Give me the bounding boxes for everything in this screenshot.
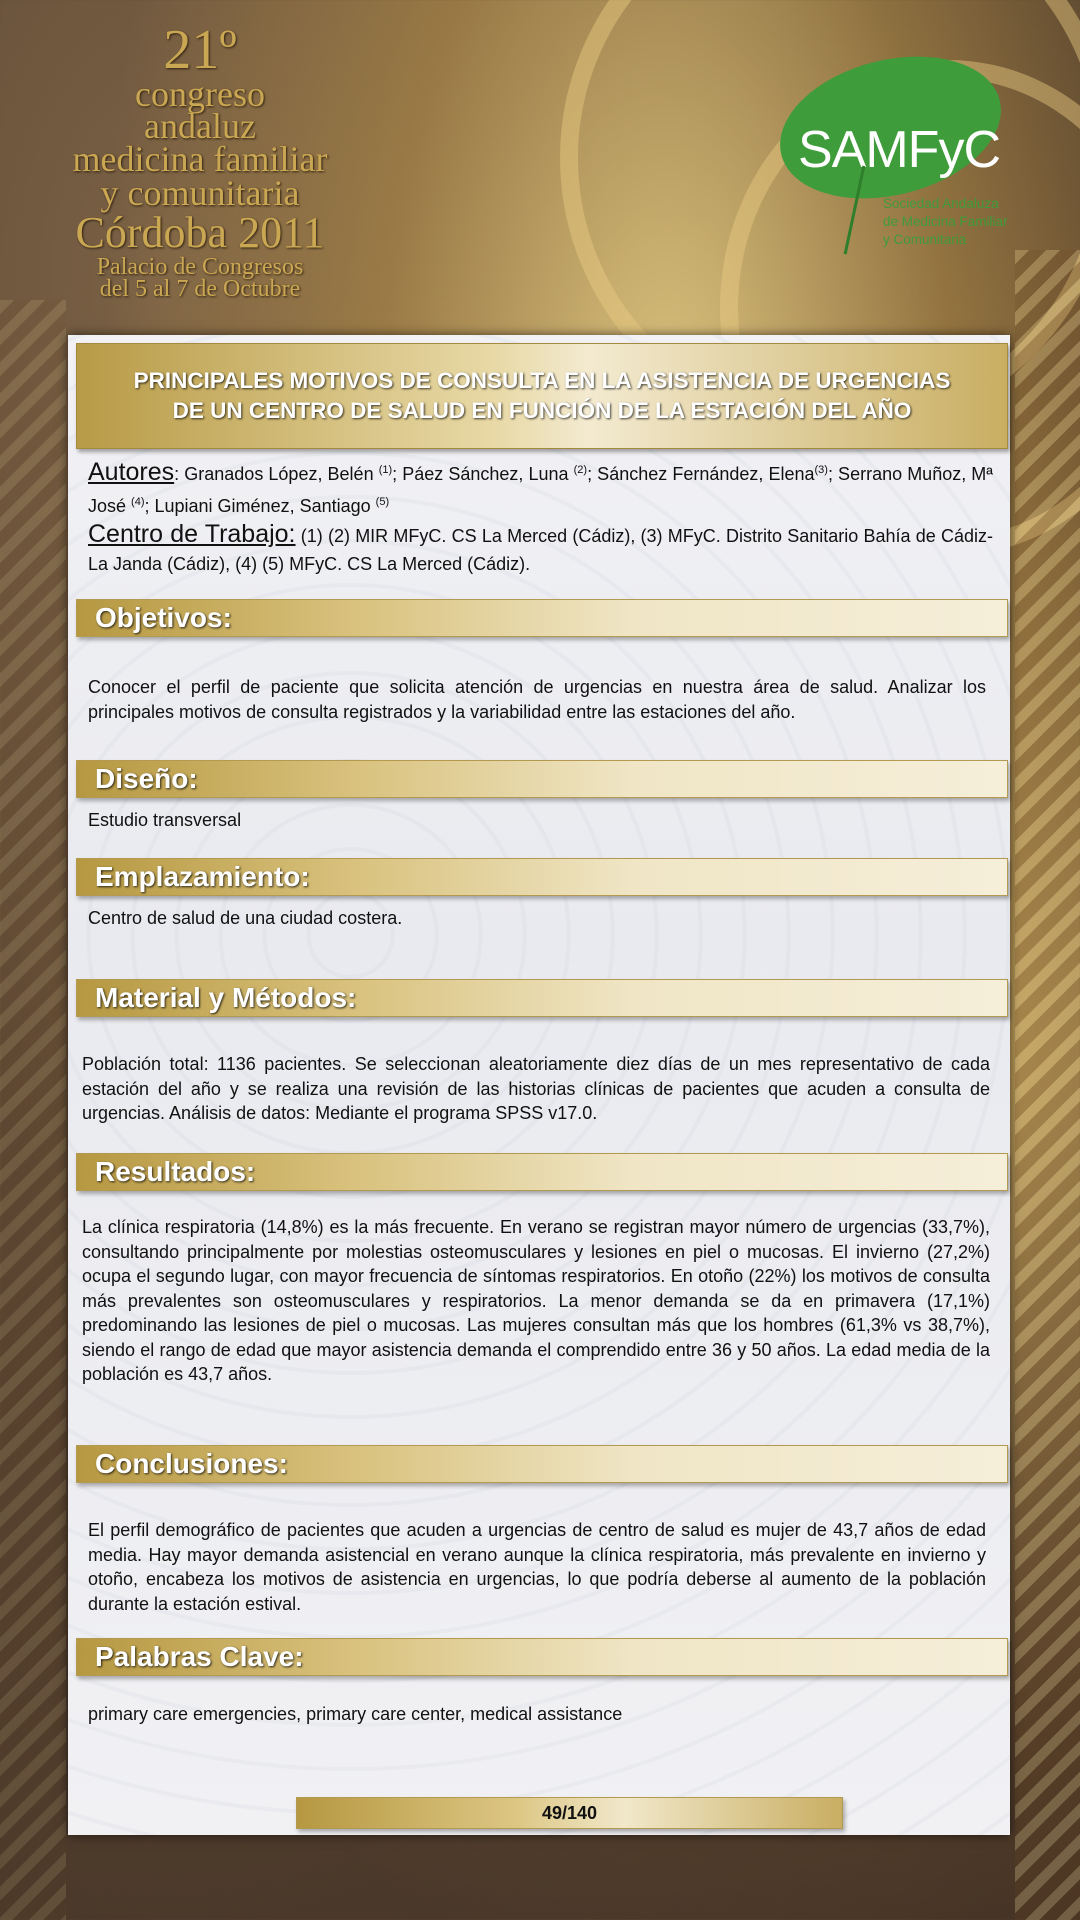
title-box bbox=[76, 343, 1008, 449]
author: ; Sánchez Fernández, Elena bbox=[587, 464, 815, 484]
congress-line: andaluz bbox=[144, 106, 256, 146]
section-heading: Palabras Clave: bbox=[95, 1641, 304, 1672]
congress-heading bbox=[15, 19, 385, 302]
author: ; Lupiani Giménez, Santiago bbox=[144, 496, 371, 516]
samfyc-logo bbox=[778, 60, 1008, 260]
section-text-objetivos: Conocer el perfil de paciente que solicita atención de urgencias en nuestra área de salud. Analizar los principales motivos de consulta registrados y la variabilidad entre las estaciones del año. bbox=[88, 677, 986, 722]
author-ref: (2) bbox=[573, 464, 588, 476]
logo-tagline-line: de Medicina Familiar bbox=[883, 214, 1008, 229]
author-ref: (1) bbox=[378, 464, 393, 476]
section-heading: Resultados: bbox=[95, 1156, 256, 1187]
section-header-emplazamiento bbox=[76, 858, 1008, 896]
section-header-palabras-clave bbox=[76, 1638, 1008, 1676]
logo-tagline-line: Sociedad Andaluza bbox=[883, 196, 999, 211]
section-header-objetivos bbox=[76, 599, 1008, 637]
section-header-material bbox=[76, 979, 1008, 1017]
section-text-material: Población total: 1136 pacientes. Se seleccionan aleatoriamente diez días de un mes representativo de cada estación del año y se realiza una revisión de las historias clínicas de pacientes que acuden a consulta de urgencias. Análisis de datos: Mediante el programa SPSS v17.0. bbox=[82, 1054, 990, 1123]
workplace-label: Centro de Trabajo: bbox=[88, 520, 296, 548]
congress-dates: del 5 al 7 de Octubre bbox=[99, 276, 301, 302]
section-heading: Diseño: bbox=[95, 763, 198, 794]
section-text-emplazamiento: Centro de salud de una ciudad costera. bbox=[88, 908, 403, 928]
congress-line: medicina familiar bbox=[72, 139, 328, 179]
section-heading: Objetivos: bbox=[95, 602, 232, 633]
background-pattern-decoration bbox=[0, 300, 66, 1920]
logo-name: SAMFyC bbox=[798, 121, 1000, 179]
authors-label: Autores bbox=[88, 458, 175, 486]
section-text-diseno: Estudio transversal bbox=[88, 810, 242, 830]
author: ; Páez Sánchez, Luna bbox=[392, 464, 569, 484]
logo-tagline-line: y Comunitaria bbox=[883, 232, 967, 247]
section-heading: Emplazamiento: bbox=[95, 861, 310, 892]
congress-city-year: Córdoba 2011 bbox=[75, 208, 325, 257]
section-text-resultados: La clínica respiratoria (14,8%) es la más frecuente. En verano se registran mayor número de urgencias (33,7%), consultando principalmente por molestias osteomusculares y lesiones en piel o mucosas. El invierno (27,2%) ocupa el segundo lugar, con mayor frecuencia de síntomas respiratorios. En otoño (22%) los motivos de consulta más prevalentes son osteomusculares y respiratorios. La menor demanda se da en primavera (17,1%) predominando las lesiones de piel o mucosas. Las mujeres consultan más que los hombres (61,3% vs 38,7%), siendo el rango de edad que mayor asistencia demanda el comprendido entre 36 y 50 años. La edad media de la población es 43,7 años. bbox=[82, 1217, 990, 1384]
background-pattern-decoration bbox=[1015, 250, 1080, 1920]
section-header-diseno bbox=[76, 760, 1008, 798]
author: ; Serrano Muñoz, Mª José bbox=[88, 464, 993, 516]
author: Granados López, Belén bbox=[184, 464, 374, 484]
congress-number: 21º bbox=[163, 19, 237, 81]
section-heading: Material y Métodos: bbox=[95, 982, 357, 1013]
author-ref: (4) bbox=[131, 496, 145, 508]
congress-venue: Palacio de Congresos bbox=[96, 254, 304, 280]
section-header-resultados bbox=[76, 1153, 1008, 1191]
section-text-conclusiones: El perfil demográfico de pacientes que acuden a urgencias de centro de salud es mujer de 43,7 años de edad media. Hay mayor demanda asistencial en verano aunque la clínica respiratoria, más prevalente en invierno y otoño, encabeza los motivos de asistencia en urgencias, lo que podría deberse al aumento de la población durante la estación estival. bbox=[88, 1520, 986, 1614]
authors-block bbox=[88, 456, 993, 578]
section-header-conclusiones bbox=[76, 1445, 1008, 1483]
authors-colon: : bbox=[174, 464, 185, 484]
workplace-text: (1) (2) MIR MFyC. CS La Merced (Cádiz), (3) MFyC. Distrito Sanitario Bahía de Cádiz-La Janda (Cádiz), (4) (5) MFyC. CS La Merced (Cádiz). bbox=[88, 526, 993, 574]
congress-line: congreso bbox=[135, 74, 265, 114]
section-text-palabras-clave: primary care emergencies, primary care center, medical assistance bbox=[88, 1704, 623, 1724]
section-heading: Conclusiones: bbox=[95, 1448, 288, 1479]
logo-tagline bbox=[883, 195, 1023, 249]
poster-title: PRINCIPALES MOTIVOS DE CONSULTA EN LA ASISTENCIA DE URGENCIAS DE UN CENTRO DE SALUD EN FUNCIÓN DE LA ESTACIÓN DEL AÑO bbox=[133, 368, 951, 423]
author-ref: (3) bbox=[814, 464, 828, 476]
poster-panel bbox=[68, 335, 1010, 1835]
page-counter: 49/140 bbox=[296, 1797, 843, 1829]
congress-line: y comunitaria bbox=[100, 173, 300, 213]
author-ref: (5) bbox=[375, 496, 390, 508]
